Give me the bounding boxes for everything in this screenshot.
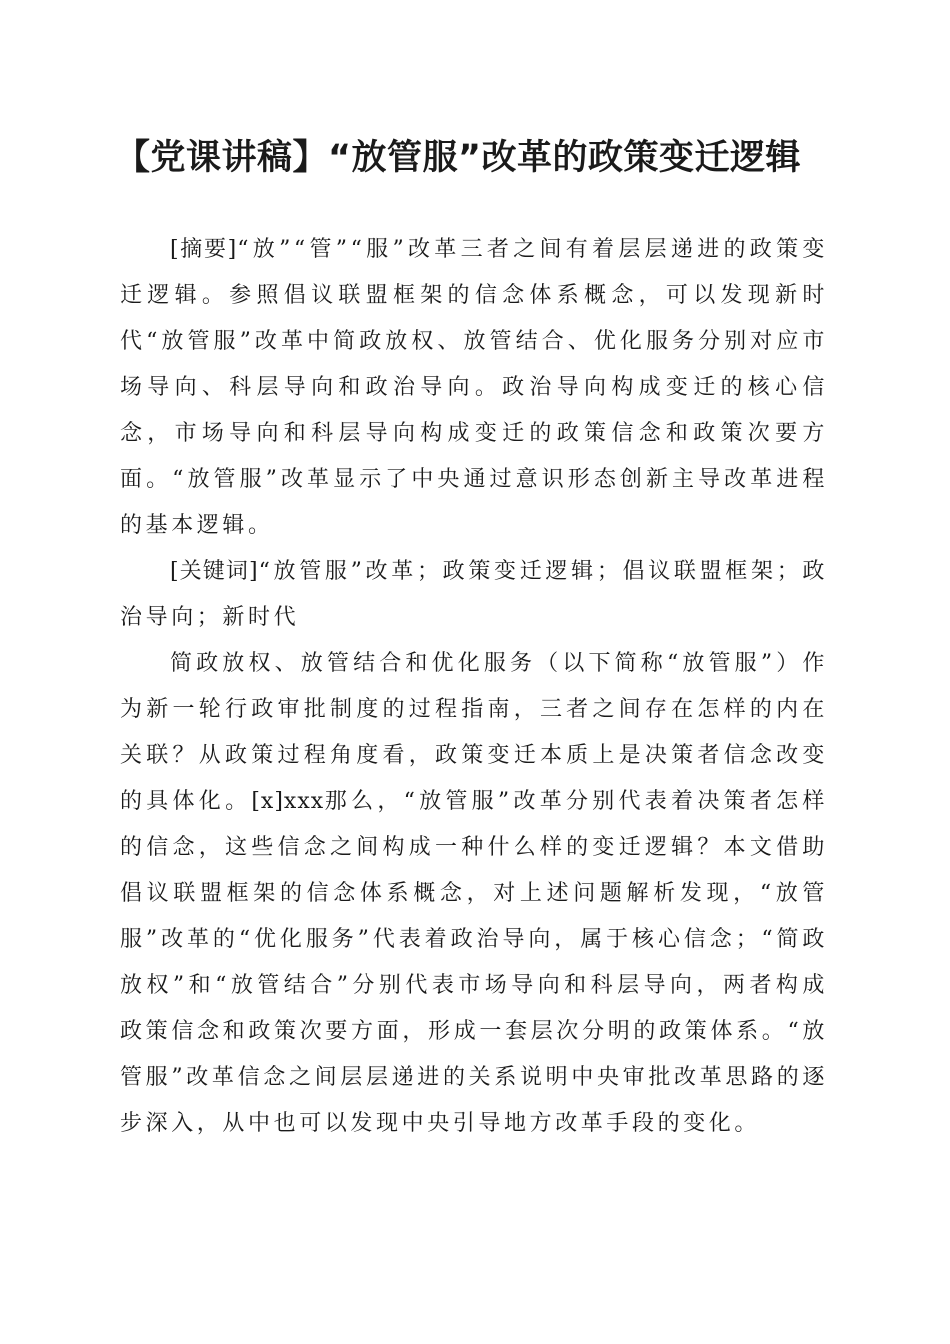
intro-text-part2: 那么，“放管服”改革分别代表着决策者怎样的信念，这些信念之间构成一种什么样的变迁逻辑？本文借助倡议联盟框架的信念体系概念，对上述问题解析发现，“放管服”改革的“优化服务”代表着政治导向，属于核心信念；“简政放权”和“放管结合”分别代表市场导向和科层导向，两者构成政策信念和政策次要方面，形成一套层次分明的政策体系。“放管服”改革信念之间层层递进的关系说明中央审批改革思路的逐步深入，从中也可以发现中央引导地方改革手段的变化。	[120, 789, 828, 1136]
abstract-text: “放”“管”“服”改革三者之间有着层层递进的政策变迁逻辑。参照倡议联盟框架的信念体系概念，可以发现新时代“放管服”改革中简政放权、放管结合、优化服务分别对应市场导向、科层导向和政治导向。政治导向构成变迁的核心信念，市场导向和科层导向构成变迁的政策信念和政策次要方面。“放管服”改革显示了中央通过意识形态创新主导改革进程的基本逻辑。	[120, 237, 828, 538]
citation-marker: [x]xxx	[251, 789, 325, 814]
intro-paragraph	[120, 641, 828, 1147]
abstract-paragraph	[120, 227, 828, 549]
keywords-paragraph	[120, 549, 828, 641]
keywords-text: “放管服”改革；政策变迁逻辑；倡议联盟框架；政治导向；新时代	[120, 559, 828, 630]
keywords-label: [关键词]	[170, 559, 259, 584]
document-title: 【党课讲稿】“放管服”改革的政策变迁逻辑	[115, 138, 802, 178]
abstract-label: [摘要]	[170, 237, 238, 262]
intro-text-part1: 简政放权、放管结合和优化服务（以下简称“放管服”）作为新一轮行政审批制度的过程指南，三者之间存在怎样的内在关联？从政策过程角度看，政策变迁本质上是决策者信念改变的具体化。	[120, 651, 828, 814]
document-body	[120, 227, 828, 1147]
